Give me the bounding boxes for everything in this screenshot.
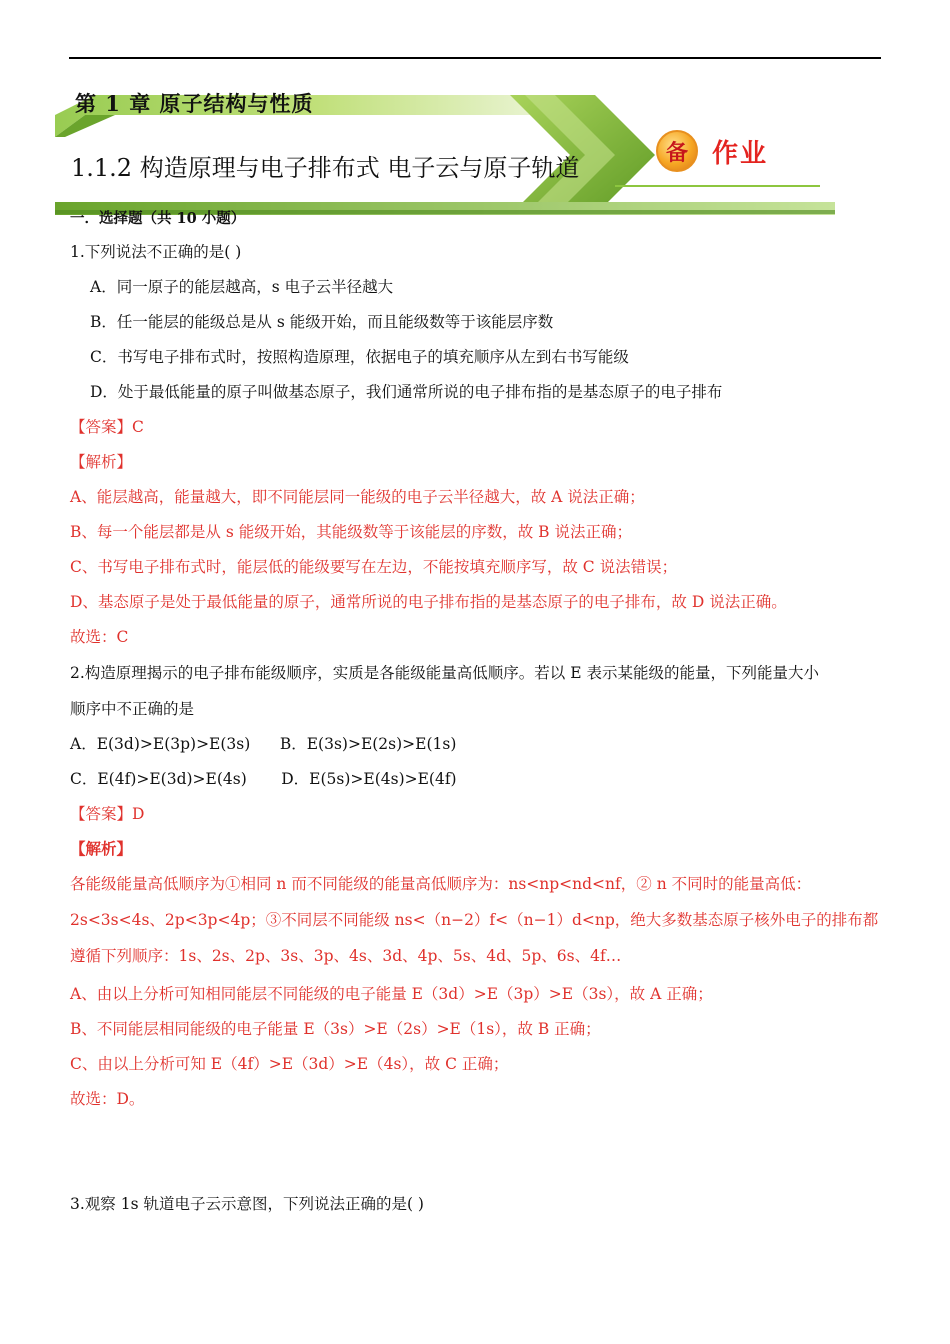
- top-rule: [69, 57, 881, 59]
- q1-option-a: A．同一原子的能层越高，s 电子云半径越大: [90, 278, 394, 296]
- q1-answer: 【答案】C: [70, 418, 144, 436]
- q1-stem: 1.下列说法不正确的是( ): [70, 243, 242, 261]
- badge-label: 作业: [712, 138, 769, 169]
- q2-stem-line1: 2.构造原理揭示的电子排布能级顺序，实质是各能级能量高低顺序。若以 E 表示某能级的能量，下列能量大小: [70, 664, 819, 682]
- q2-options-row1: A．E(3d)>E(3p)>E(3s) B．E(3s)>E(2s)>E(1s): [70, 735, 457, 753]
- q1-option-d: D．处于最低能量的原子叫做基态原子，我们通常所说的电子排布指的是基态原子的电子排布: [90, 383, 723, 401]
- q1-analysis-a: A、能层越高，能量越大，即不同能层同一能级的电子云半径越大，故 A 说法正确；: [70, 488, 645, 506]
- q2-analysis-b: B、不同能层相同能级的电子能量 E（3s）>E（2s）>E（1s），故 B 正确；: [70, 1020, 601, 1038]
- q2-analysis-paragraph: 各能级能量高低顺序为①相同 n 而不同能级的能量高低顺序为：ns<np<nd<nf，② n 不同时的能量高低：2s<3s<4s、2p<3p<4p；③不同层不同能级 ns<（n−2）f<（n−1）d<np，绝大多数基态原子核外电子的排布都遵循下列顺序：1s、2s、2p、3s、3p、4s、3d、4p、5s、4d、5p、6s、4f…: [70, 875, 879, 965]
- q1-analysis-c: C、书写电子排布式时，能层低的能级要写在左边，不能按填充顺序写，故 C 说法错误；: [70, 558, 678, 576]
- section-heading: 一．选择题（共 10 小题）: [70, 210, 246, 227]
- q2-stem-line2: 顺序中不正确的是: [70, 700, 195, 718]
- q1-option-c: C．书写电子排布式时，按照构造原理，依据电子的填充顺序从左到右书写能级: [90, 348, 629, 366]
- q1-analysis-label: 【解析】: [70, 453, 133, 471]
- q1-option-b: B．任一能层的能级总是从 s 能级开始，而且能级数等于该能层序数: [90, 313, 554, 331]
- q2-choice: 故选：D。: [70, 1090, 145, 1108]
- q1-analysis-d: D、基态原子是处于最低能量的原子，通常所说的电子排布指的是基态原子的电子排布，故 D 说法正确。: [70, 593, 787, 611]
- q3-stem: 3.观察 1s 轨道电子云示意图，下列说法正确的是( ): [70, 1195, 424, 1213]
- q2-analysis-a: A、由以上分析可知相同能层不同能级的电子能量 E（3d）>E（3p）>E（3s），故 A 正确；: [70, 985, 713, 1003]
- q2-analysis-c: C、由以上分析可知 E（4f）>E（3d）>E（4s），故 C 正确；: [70, 1055, 509, 1073]
- q2-answer: 【答案】D: [70, 805, 145, 823]
- q2-options-row2: C．E(4f)>E(3d)>E(4s) D．E(5s)>E(4s)>E(4f): [70, 770, 457, 788]
- badge-circle-icon: 备: [656, 130, 698, 172]
- q2-analysis-label: 【解析】: [70, 839, 133, 858]
- chapter-title: 第 1 章 原子结构与性质: [75, 91, 314, 116]
- q1-choice: 故选：C: [70, 628, 129, 646]
- lesson-title: 1.1.2 构造原理与电子排布式 电子云与原子轨道: [71, 154, 580, 182]
- homework-badge: [656, 130, 768, 172]
- q1-analysis-b: B、每一个能层都是从 s 能级开始，其能级数等于该能层的序数，故 B 说法正确；: [70, 523, 632, 541]
